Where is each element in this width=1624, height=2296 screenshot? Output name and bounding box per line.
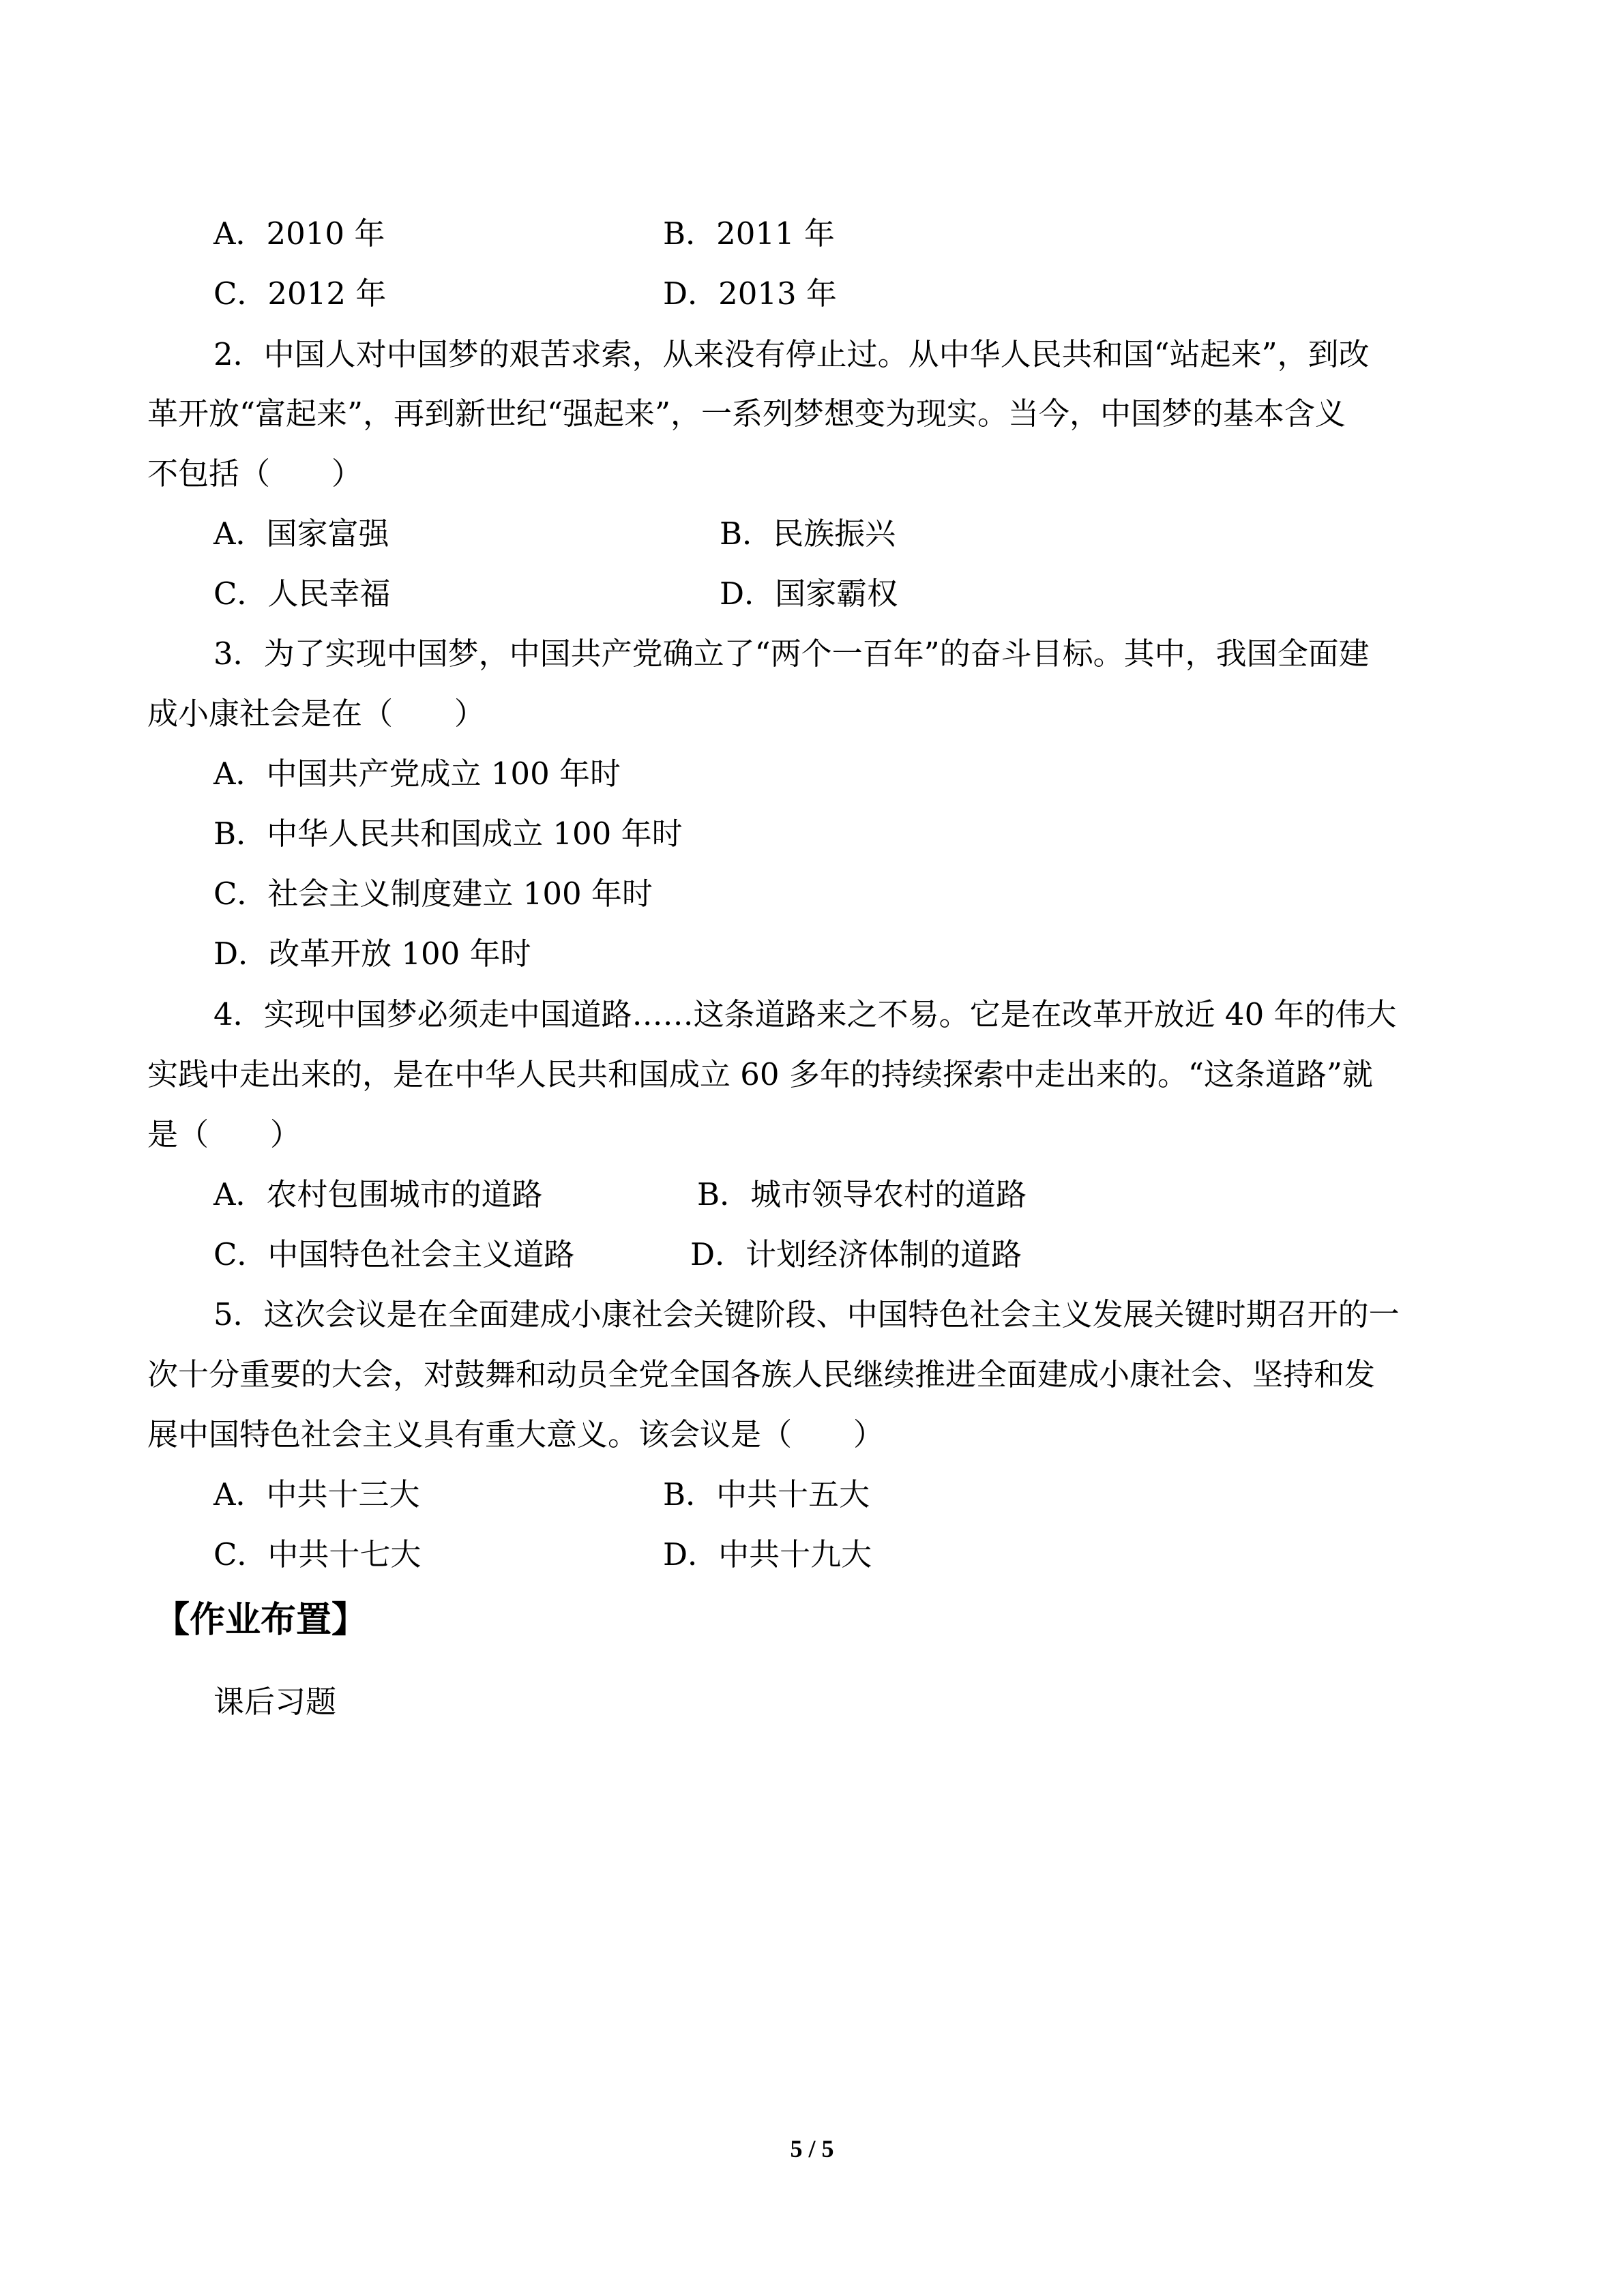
q3-option-d: D．改革开放 100 年时 <box>213 936 531 972</box>
q5-option-c: C．中共十七大 <box>213 1536 422 1572</box>
q4-option-d: D．计划经济体制的道路 <box>690 1236 1022 1272</box>
q4-option-c: C．中国特色社会主义道路 <box>213 1236 575 1272</box>
q2-option-a: A．国家富强 <box>213 516 389 552</box>
q2-option-b: B．民族振兴 <box>720 516 896 552</box>
q3-option-a: A．中国共产党成立 100 年时 <box>213 756 621 792</box>
q1-option-a: A．2010 年 <box>213 215 385 252</box>
q1-option-c: C．2012 年 <box>213 275 387 312</box>
homework-content: 课后习题 <box>213 1684 337 1720</box>
q5-option-d: D．中共十九大 <box>663 1536 872 1572</box>
q1-option-d: D．2013 年 <box>663 275 837 312</box>
q2-option-d: D．国家霸权 <box>720 576 898 612</box>
q3-option-c: C．社会主义制度建立 100 年时 <box>213 876 653 912</box>
q3-option-b: B．中华人民共和国成立 100 年时 <box>213 816 683 852</box>
page-number: 5 / 5 <box>790 2135 834 2162</box>
q5-text-line-3: 展中国特色社会主义具有重大意义。该会议是（ ） <box>147 1416 885 1452</box>
q3-text-line-1: 3．为了实现中国梦，中国共产党确立了“两个一百年”的奋斗目标。其中，我国全面建 <box>213 636 1370 672</box>
q4-text-line-2: 实践中走出来的，是在中华人民共和国成立 60 多年的持续探索中走出来的。“这条道路”就 <box>147 1056 1373 1092</box>
q5-option-a: A．中共十三大 <box>213 1476 420 1512</box>
q5-text-line-2: 次十分重要的大会，对鼓舞和动员全党全国各族人民继续推进全面建成小康社会、坚持和发 <box>147 1356 1376 1392</box>
q4-option-b: B．城市领导农村的道路 <box>697 1176 1027 1212</box>
q4-text-line-1: 4．实现中国梦必须走中国道路……这条道路来之不易。它是在改革开放近 40 年的伟大 <box>213 996 1397 1032</box>
q4-text-line-3: 是（ ） <box>147 1116 301 1152</box>
q2-text-line-1: 2．中国人对中国梦的艰苦求索，从来没有停止过。从中华人民共和国“站起来”，到改 <box>213 336 1370 372</box>
q2-text-line-3: 不包括（ ） <box>147 456 363 492</box>
q2-option-c: C．人民幸福 <box>213 576 391 612</box>
q4-option-a: A．农村包围城市的道路 <box>213 1176 543 1212</box>
q1-option-b: B．2011 年 <box>663 215 835 252</box>
q5-text-line-1: 5．这次会议是在全面建成小康社会关键阶段、中国特色社会主义发展关键时期召开的一 <box>213 1296 1400 1332</box>
q3-text-line-2: 成小康社会是在（ ） <box>147 696 486 732</box>
q5-option-b: B．中共十五大 <box>663 1476 870 1512</box>
homework-heading: 【作业布置】 <box>154 1600 368 1641</box>
q2-text-line-2: 革开放“富起来”，再到新世纪“强起来”，一系列梦想变为现实。当今，中国梦的基本含义 <box>147 396 1346 432</box>
